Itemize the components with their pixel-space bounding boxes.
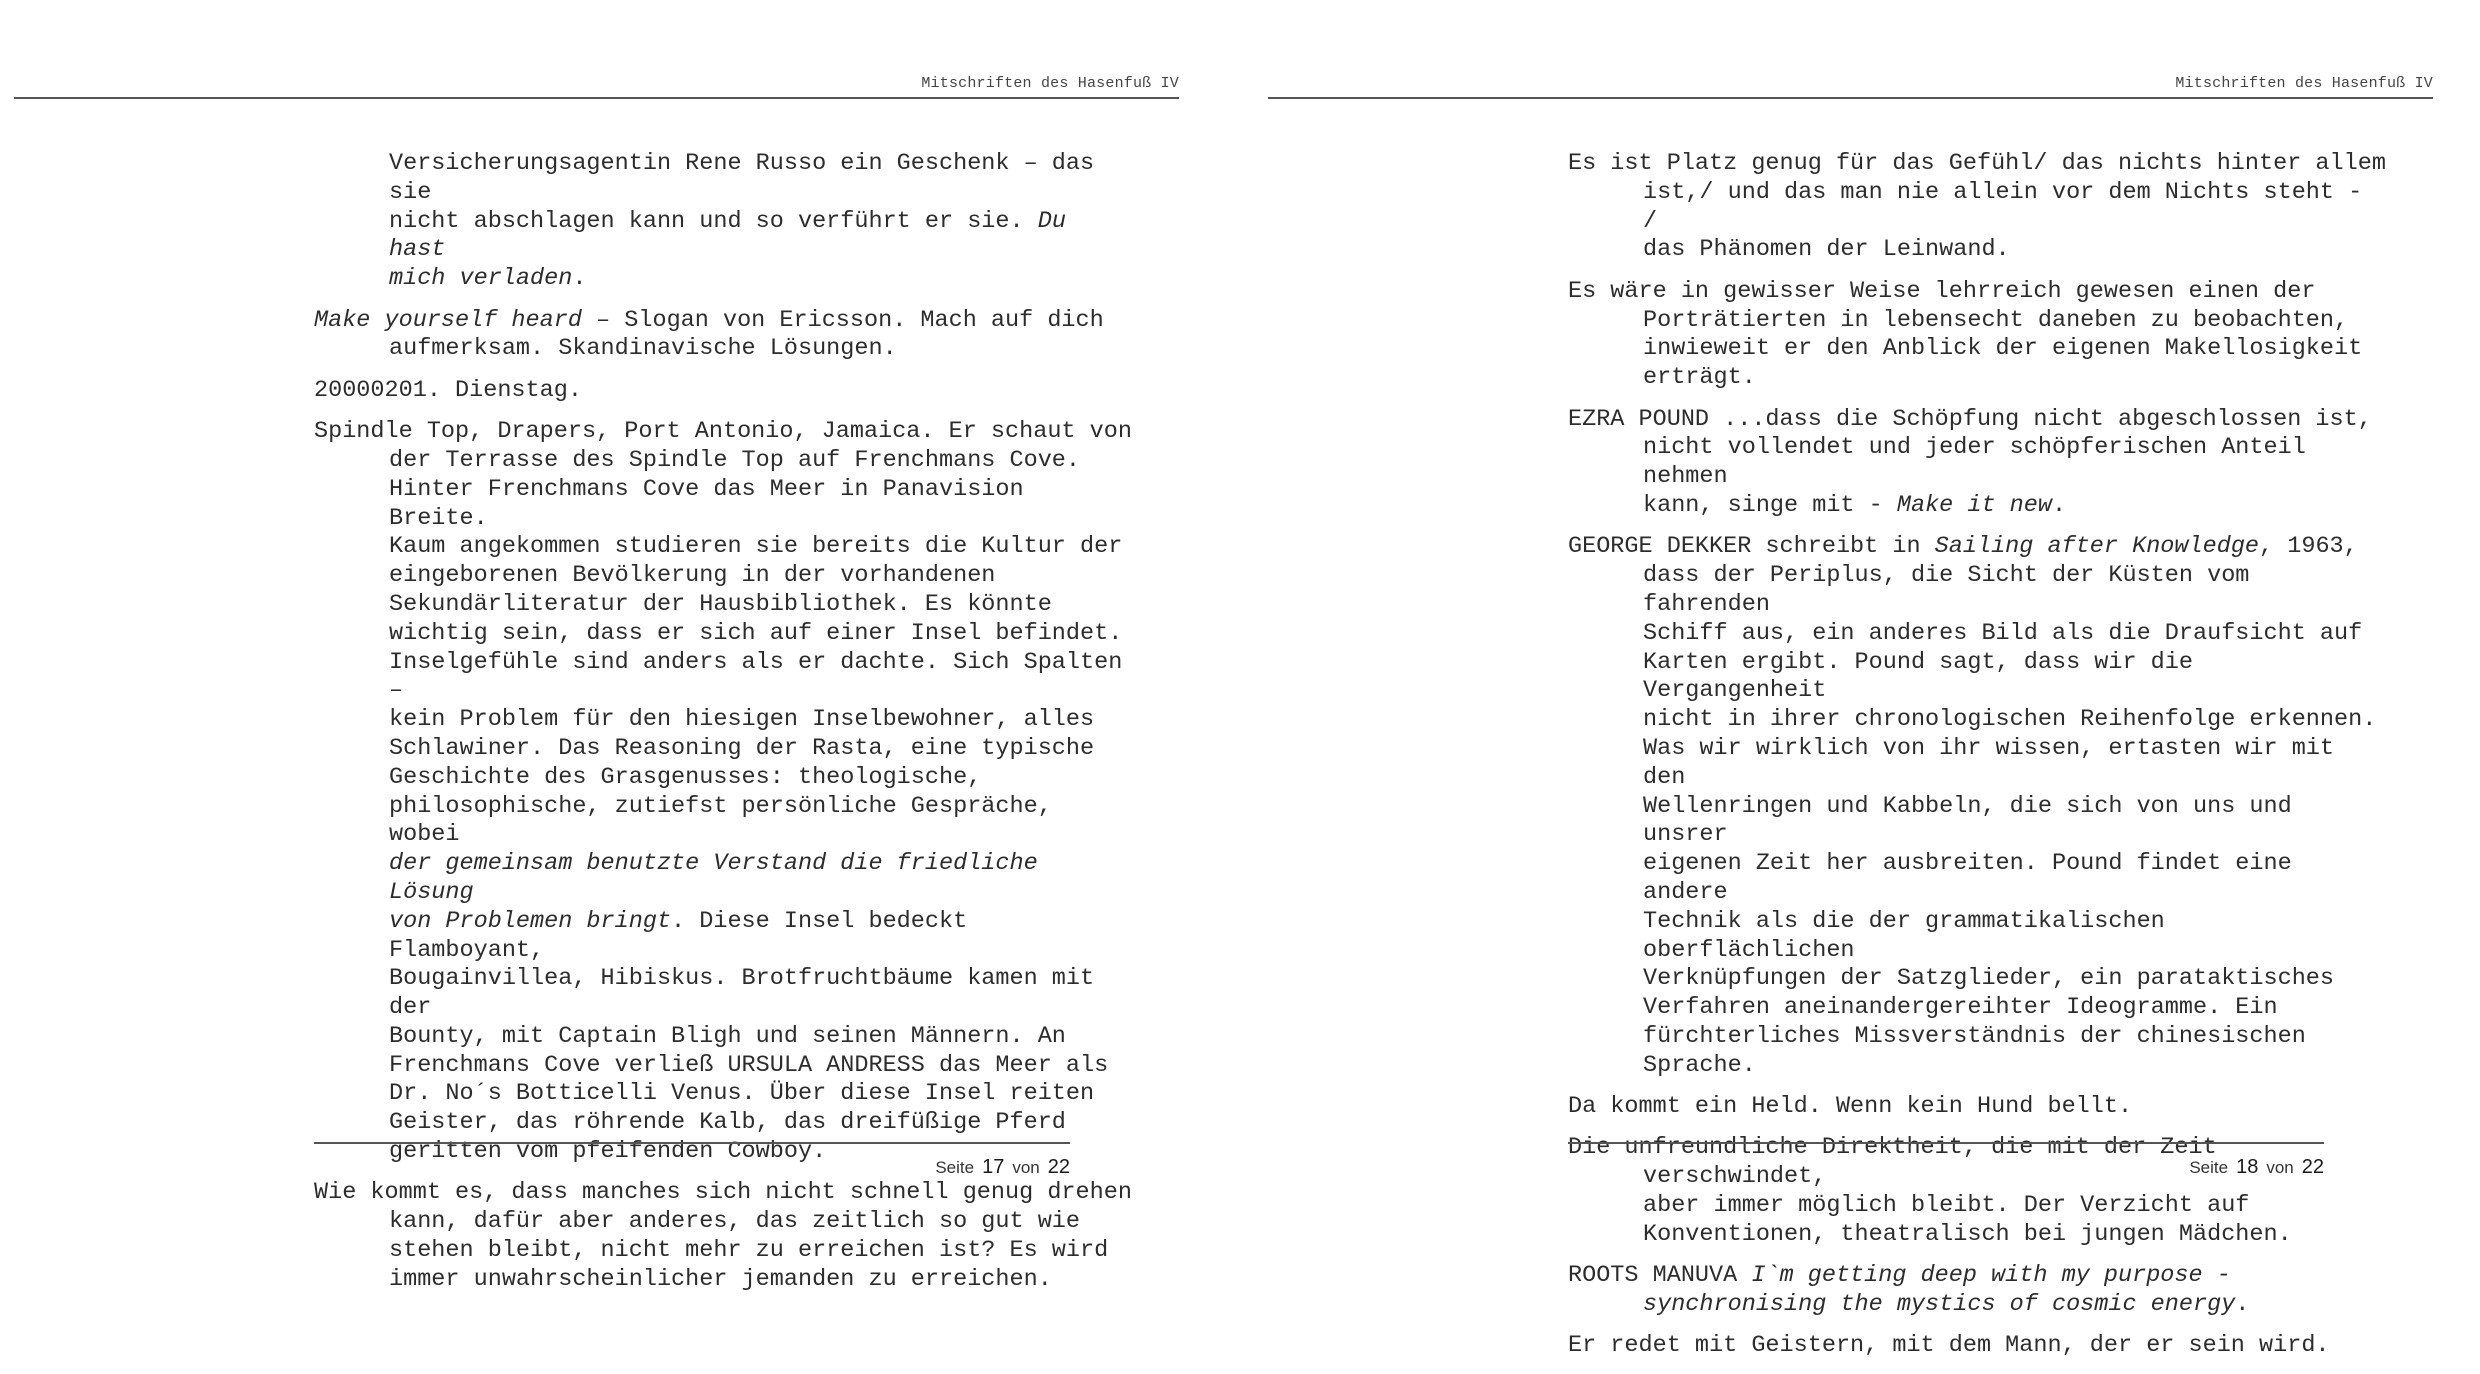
- paragraph: [314, 150, 1134, 294]
- text-run: 20000201. Dienstag.: [314, 376, 582, 404]
- page-footer: [935, 1156, 1070, 1179]
- paragraph: [1568, 1332, 2388, 1361]
- paragraph: [314, 377, 1134, 406]
- footer-page-number: 18: [2236, 1156, 2259, 1178]
- text-run: – Slogan von Ericsson. Mach auf dich aufmerksam. Skandinavische Lösungen.: [389, 306, 1104, 363]
- text-run: Wie kommt es, dass manches sich nicht schnell genug drehen kann, dafür aber anderes, das zeitlich so gut wie stehen bleibt, nicht mehr zu erreichen ist? Es wird immer unwahrscheinlicher jemanden zu erreichen.: [314, 1179, 1132, 1293]
- text-run: Es wäre in gewisser Weise lehrreich gewesen einen der Porträtierten in lebensecht daneben zu beobachten, inwieweit er den Anblick der eigenen Makellosigkeit erträgt.: [1568, 277, 2363, 392]
- footer-page-number: 17: [982, 1156, 1005, 1178]
- text-run: Die unfreundliche Direktheit, die mit der Zeit verschwindet, aber immer möglich bleibt. Der Verzicht auf Konventionen, theatralisch bei jungen Mädchen.: [1568, 1134, 2292, 1248]
- paragraph: [314, 1179, 1134, 1294]
- italic-text-run: Sailing after Knowledge: [1934, 533, 2260, 561]
- text-run: Spindle Top, Drapers, Port Antonio, Jamaica. Er schaut von der Terrasse des Spindle Top auf Frenchmans Cove. Hinter Frenchmans Cove das Meer in Panavision Breite. Kaum angekommen studieren sie bereits die Kultur der eingeborenen Bevölkerung in der vorhandenen Sekundärliteratur der Hausbibliothek. Es könnte wichtig sein, dass er sich auf einer Insel befindet. Inselgefühle sind anders als er dachte. Sich Spalten – kein Problem für den hiesigen Inselbewohner, alles Schlawiner. Das Reasoning der Rasta, eine typische Geschichte des Grasgenusses: theologische, philosophische, zutiefst persönliche Gespräche, wobei: [314, 418, 1132, 849]
- text-run: .: [572, 265, 587, 293]
- italic-text-run: Make it new: [1896, 491, 2052, 519]
- italic-text-run: der gemeinsam benutzte Verstand die friedliche Lösung von Problemen bringt: [389, 850, 1038, 935]
- header-rule: [14, 97, 1179, 99]
- paragraph: [1568, 150, 2388, 265]
- paragraph: [1568, 1093, 2388, 1122]
- footer-rule: [314, 1142, 1070, 1144]
- paragraph: [314, 307, 1134, 365]
- left-page: [14, 0, 1179, 1293]
- italic-text-run: Make yourself heard: [314, 306, 582, 334]
- paragraph: [1568, 1262, 2388, 1320]
- paragraph: [1568, 406, 2388, 521]
- text-run: GEORGE DEKKER schreibt in: [1568, 533, 1935, 561]
- footer-rule: [1568, 1142, 2324, 1144]
- text-run: Da kommt ein Held. Wenn kein Hund bellt.: [1568, 1093, 2133, 1121]
- italic-text-run: Du hast mich verladen: [389, 207, 1066, 293]
- text-run: Es ist Platz genug für das Gefühl/ das nichts hinter allem ist,/ und das man nie allein vor dem Nichts steht - / das Phänomen der Leinwand.: [1568, 150, 2386, 264]
- text-run: ROOTS MANUVA: [1568, 1262, 1752, 1290]
- text-run: .: [2235, 1291, 2250, 1319]
- paragraph: [1568, 533, 2388, 1080]
- page-footer: [2189, 1156, 2324, 1179]
- text-run: .: [2051, 491, 2067, 519]
- running-header-title: Mitschriften des Hasenfuß IV: [921, 75, 1179, 92]
- paragraph: [314, 418, 1134, 1167]
- paragraph: [1568, 278, 2388, 393]
- text-run: Er redet mit Geistern, mit dem Mann, der er sein wird.: [1568, 1332, 2330, 1360]
- footer-von-label: von: [2266, 1158, 2294, 1177]
- footer-seite-label: Seite: [935, 1158, 975, 1177]
- paragraph: [1568, 1134, 2388, 1249]
- footer-von-label: von: [1012, 1158, 1040, 1177]
- right-page: [1268, 0, 2433, 1360]
- footer-total-pages: 22: [2301, 1156, 2324, 1178]
- text-run: , 1963, dass der Periplus, die Sicht der Küsten vom fahrenden Schiff aus, ein anderes Bild als die Draufsicht auf Karten ergibt. Pound sagt, dass wir die Vergangenheit nicht in ihrer chronologischen Reihenfolge erkennen. Was wir wirklich von ihr wissen, ertasten wir mit den Wellenringen und Kabbeln, die sich von uns und unsrer eigenen Zeit her ausbreiten. Pound findet eine andere Technik als die der grammatikalischen oberflächlichen Verknüpfungen der Satzglieder, ein parataktisches Verfahren aneinandergereihter Ideogramme. Ein fürchterliches Missverständnis der chinesischen Sprache.: [1643, 533, 2377, 1079]
- footer-total-pages: 22: [1047, 1156, 1070, 1178]
- text-run: . Diese Insel bedeckt Flamboyant, Bougainvillea, Hibiskus. Brotfruchtbäume kamen mit der Bounty, mit Captain Bligh und seinen Männern. An Frenchmans Cove verließ URSULA ANDRESS das Meer als Dr. No´s Botticelli Venus. Über diese Insel reiten Geister, das röhrende Kalb, das dreifüßige Pferd geritten vom pfeifenden Cowboy.: [389, 907, 1109, 1166]
- page-body: [314, 150, 1134, 1307]
- running-header-title: Mitschriften des Hasenfuß IV: [2175, 75, 2433, 92]
- text-run: Versicherungsagentin Rene Russo ein Geschenk – das sie nicht abschlagen kann und so verführt er sie.: [389, 150, 1095, 235]
- footer-seite-label: Seite: [2189, 1158, 2229, 1177]
- header-rule: [1268, 97, 2433, 99]
- italic-text-run: I`m getting deep with my purpose - synchronising the mystics of cosmic energy: [1643, 1262, 2236, 1319]
- page-body: [1568, 150, 2388, 1374]
- text-run: EZRA POUND ...dass die Schöpfung nicht abgeschlossen ist, nicht vollendet und jeder schöpferischen Anteil nehmen kann, singe mit -: [1568, 405, 2372, 519]
